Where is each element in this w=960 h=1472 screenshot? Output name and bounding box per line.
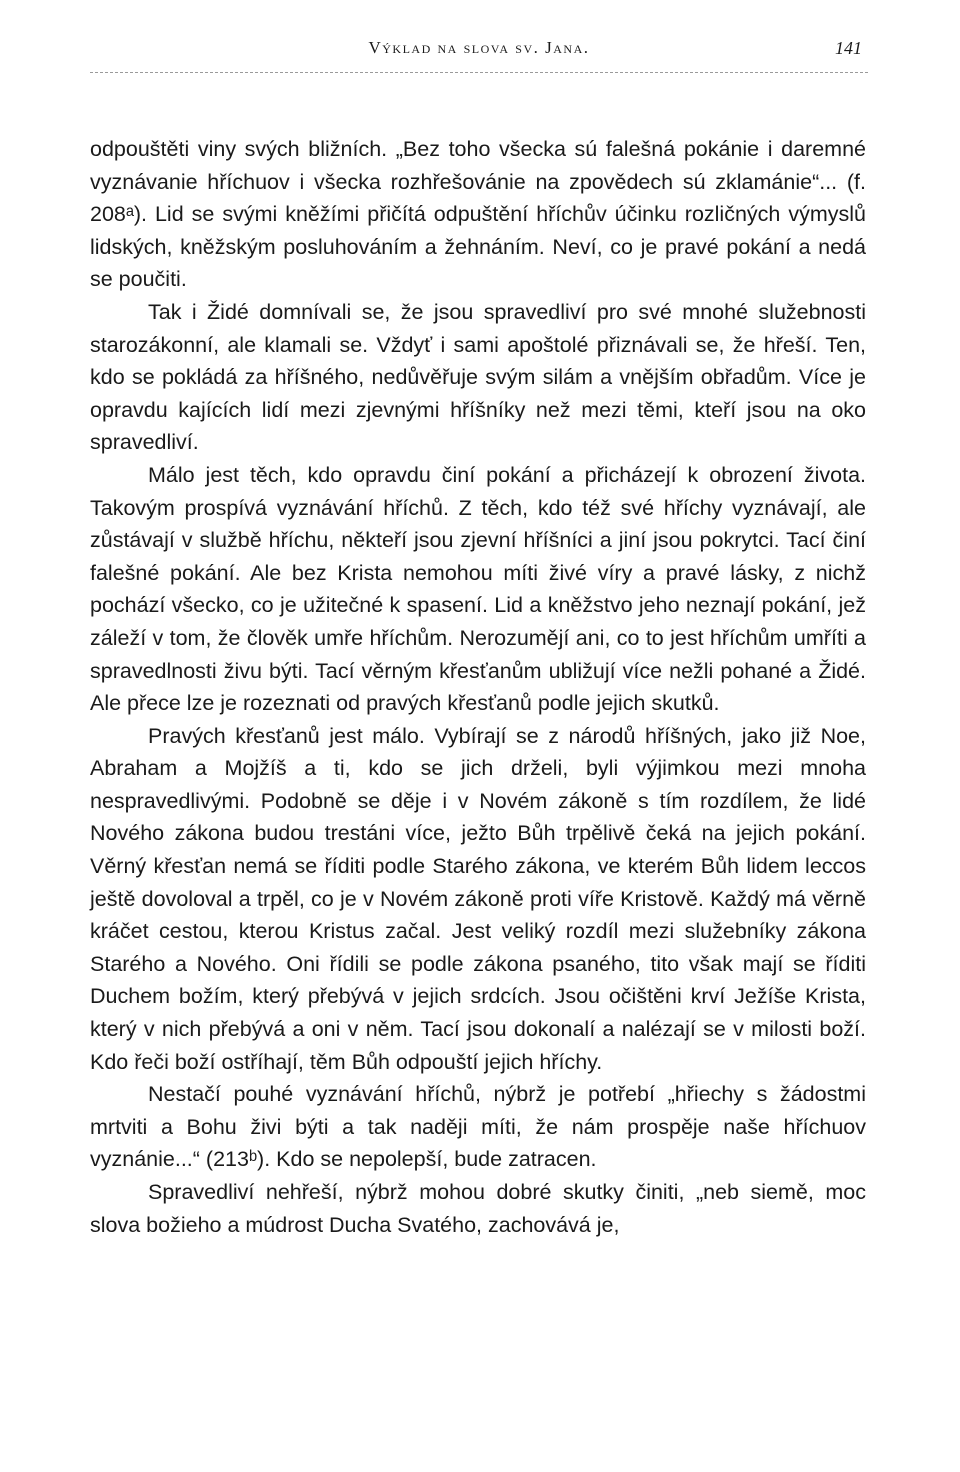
paragraph-6: Spravedliví nehřeší, nýbrž mohou dobré skutky činiti, „neb siemě, moc slova božieho a múdrost Ducha Svatého, zachovává je, bbox=[90, 1180, 866, 1237]
header-rule bbox=[90, 72, 868, 73]
running-title: Výklad na slova sv. Jana. bbox=[368, 38, 590, 57]
paragraph-5: Nestačí pouhé vyznávání hříchů, nýbrž je potřebí „hřiechy s žádostmi mrtviti a Bohu živi býti a tak naději míti, že nám prospěje naše hříchuov vyznánie...“ (213ᵇ). Kdo se nepolepší, bude zatracen. bbox=[90, 1082, 866, 1172]
running-head bbox=[90, 38, 868, 68]
paragraph-2: Tak i Židé domnívali se, že jsou spravedliví pro své mnohé služebnosti starozákonní, ale klamali se. Vždyť i sami apoštolé přiznávali se, že hřeší. Ten, kdo se pokládá za hříšného, nedůvěřuje svým silám a vnějším obřadům. Více je opravdu kajících lidí mezi zjevnými hříšníky než mezi těmi, kteří jsou na oko spravedliví. bbox=[90, 299, 866, 455]
body-text bbox=[90, 133, 866, 1241]
paragraph-1: odpouštěti viny svých bližních. „Bez toho všecka sú falešná pokánie i daremné vyznávanie hříchuov i všecka rozhřešovánie na zpovědech sú zklamánie“... (f. 208ᵃ). Lid se svými kněžími přičítá odpuštění hříchův účinku rozličných výmyslů lidských, kněžským posluhováním a žehnáním. Neví, co je pravé pokání a nedá se poučiti. bbox=[90, 137, 866, 292]
paragraph-4: Pravých křesťanů jest málo. Vybírají se z národů hříšných, jako již Noe, Abraham a Mojžíš a ti, kdo se jich drželi, byli výjimkou mezi mnoha nespravedlivými. Podobně se děje i v Novém zákoně s tím rozdílem, že lidé Nového zákona budou trestáni více, ježto Bůh trpělivě čeká na jejich pokání. Věrný křesťan nemá se říditi podle Starého zákona, ve kterém Bůh lidem leccos ještě dovoloval a trpěl, co je v Novém zákoně proti víře Kristově. Každý má věrně kráčet cestou, kterou Kristus začal. Jest veliký rozdíl mezi služebníky zákona Starého a Nového. Oni řídili se podle zákona psaného, tito však mají se říditi Duchem božím, který přebývá v jejich srdcích. Jsou očištěni krví Ježíše Krista, který v nich přebývá a oni v něm. Tací jsou dokonalí a nalézají se v milosti boží. Kdo řeči boží ostříhají, těm Bůh odpouští jejich hříchy. bbox=[90, 723, 866, 1074]
page-number: 141 bbox=[835, 38, 862, 58]
paragraph-3: Málo jest těch, kdo opravdu činí pokání a přicházejí k obrození života. Takovým prospívá vyznávání hříchů. Z těch, kdo též své hříchy vyznávají, ale zůstávají v službě hříchu, někteří jsou zjevní hříšníci a jiní jsou pokrytci. Tací činí falešné pokání. Ale bez Krista nemohou míti živé víry a pravé lásky, z nichž pochází všecko, co je užitečné k spasení. Lid a kněžstvo jeho neznají pokání, jež záleží v tom, že člověk umře hříchům. Nerozumějí ani, co to jest hříchům umříti a spravedlnosti živu býti. Tací věrným křesťanům ubližují více nežli pohané a Židé. Ale přece lze je rozeznati od pravých křesťanů podle jejich skutků. bbox=[90, 462, 866, 716]
